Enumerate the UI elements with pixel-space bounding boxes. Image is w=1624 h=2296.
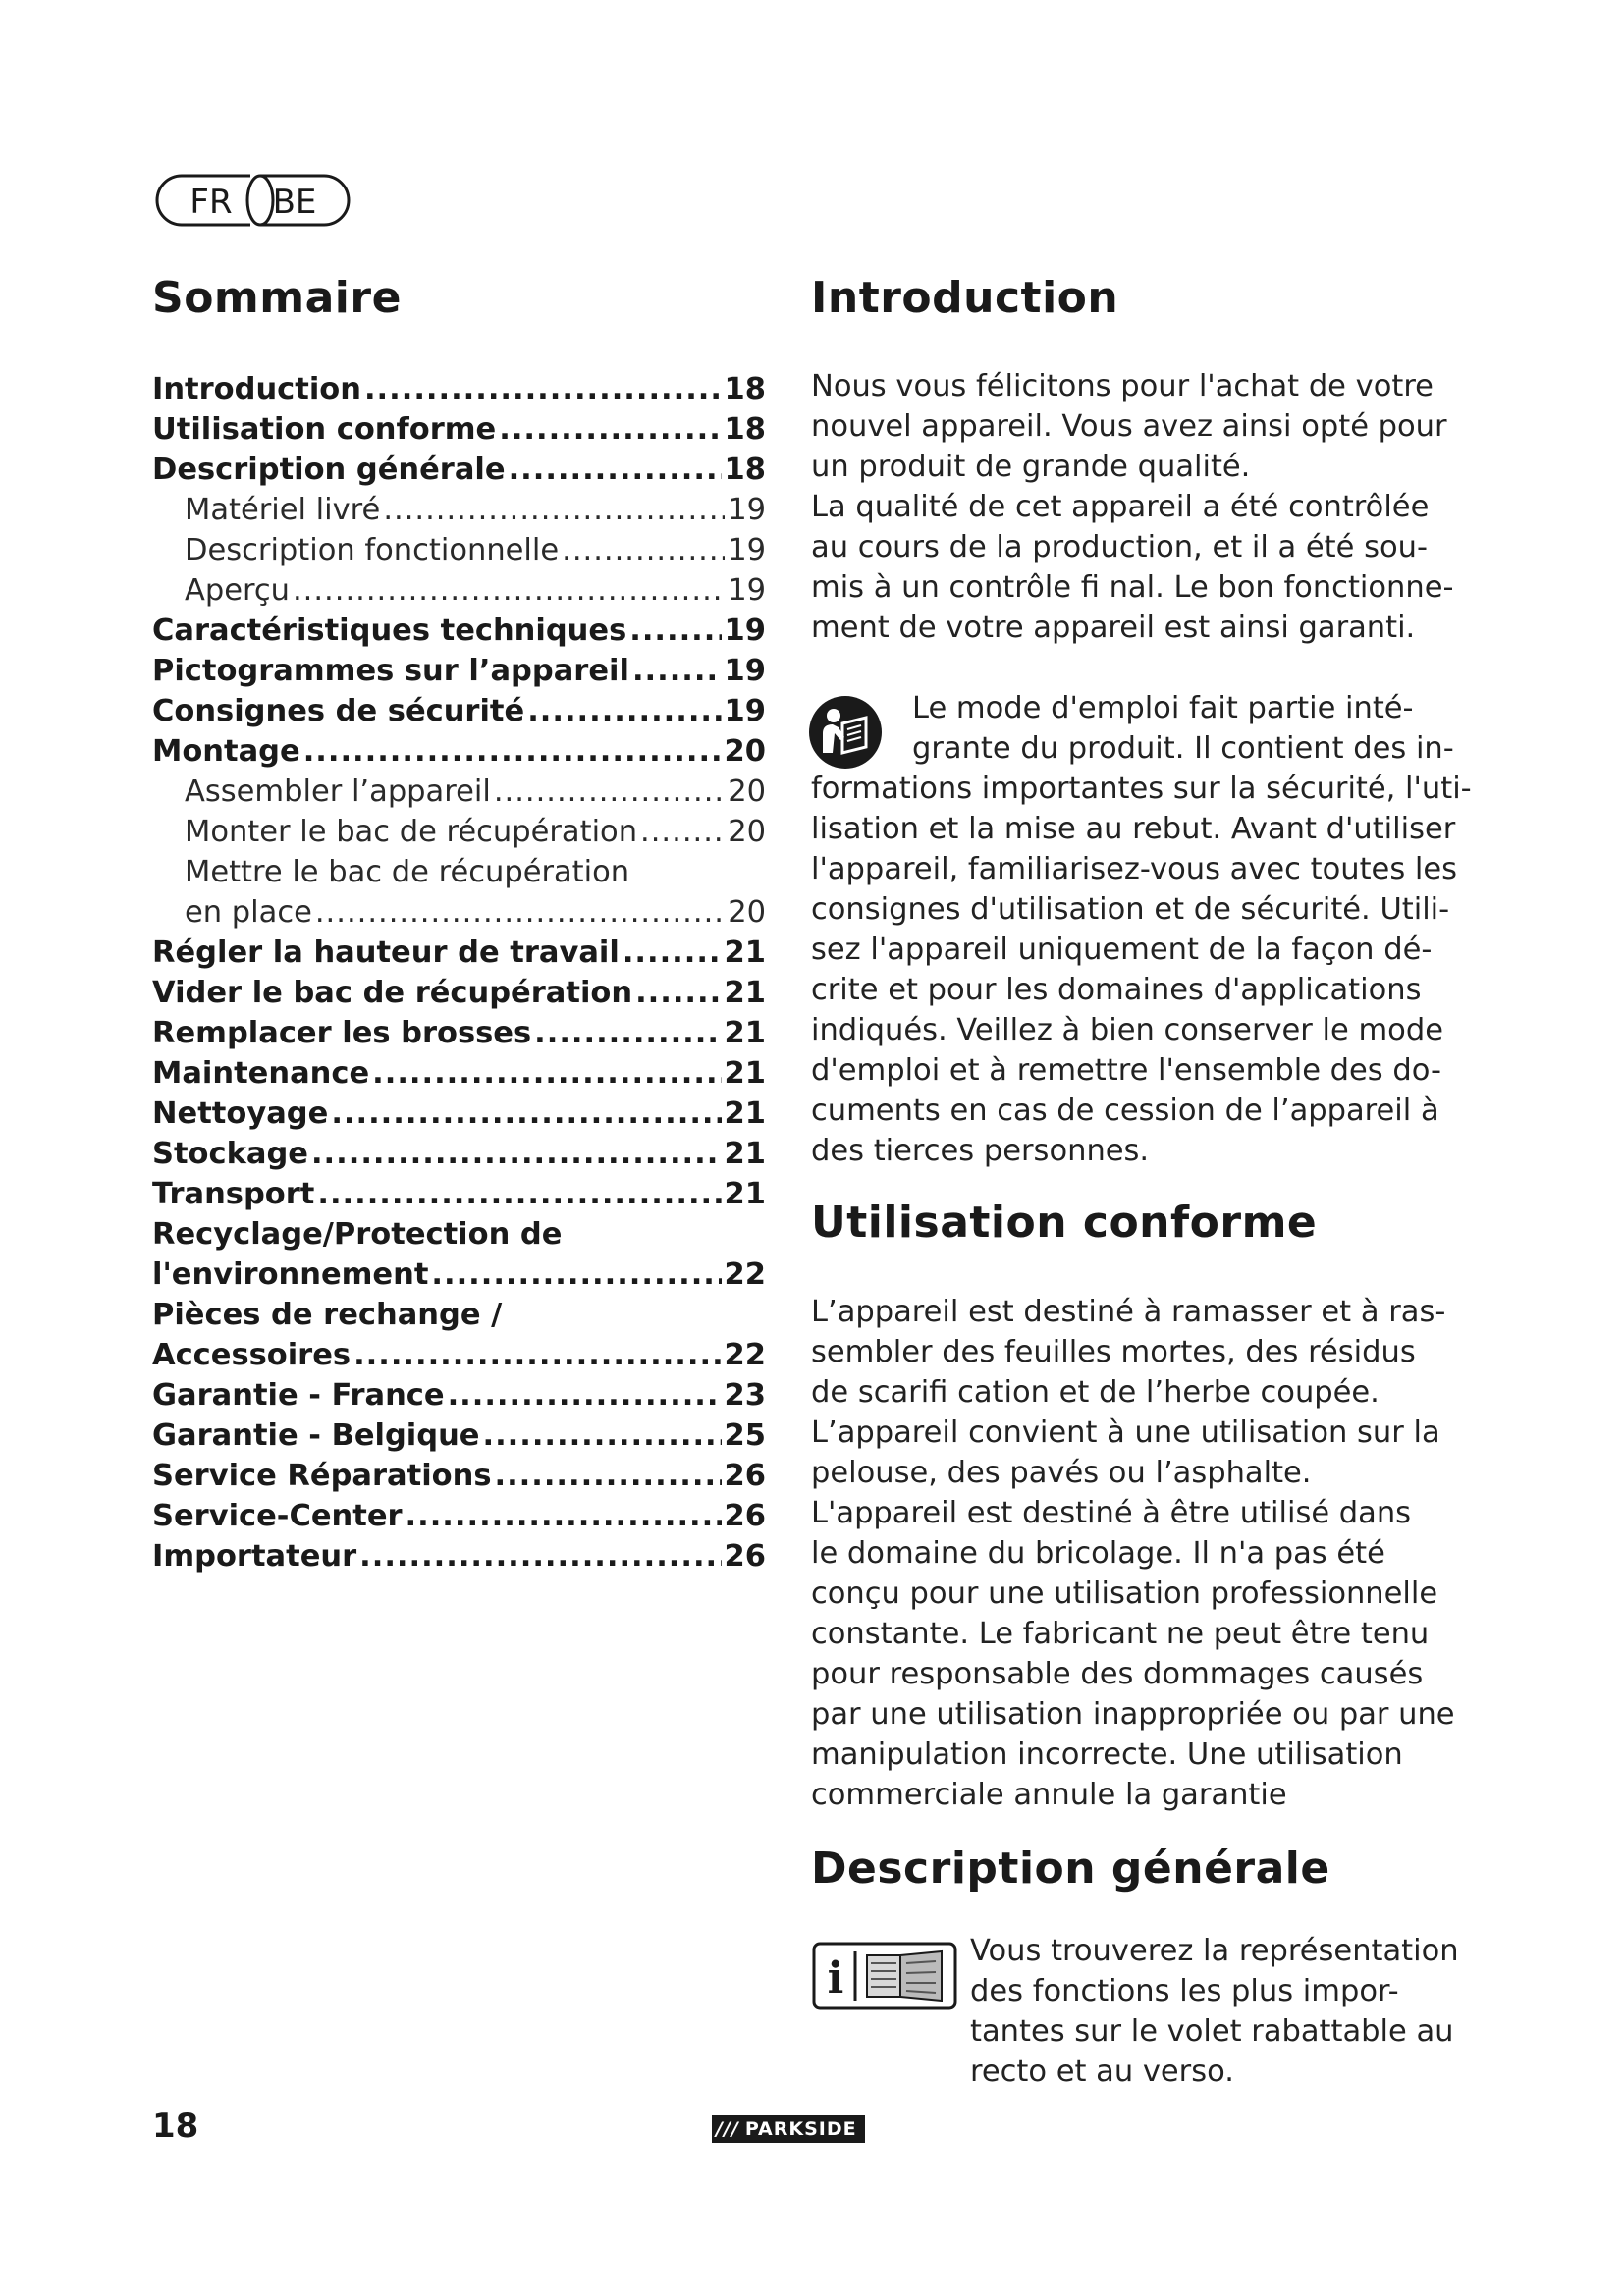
toc-entry <box>152 1091 766 1131</box>
brand-stripes: /// <box>716 2118 739 2140</box>
toc-leader-dots <box>562 533 725 567</box>
toc-entry <box>152 1131 766 1171</box>
toc-entry-label: Caractéristiques techniques <box>152 614 627 648</box>
toc-entry-label: Stockage <box>152 1137 308 1171</box>
toc-leader-dots <box>509 453 722 487</box>
toc-leader-dots <box>383 493 725 527</box>
text-line: des tierces personnes. <box>811 1134 1150 1168</box>
text-line: pour responsable des dommages causés <box>811 1657 1424 1691</box>
toc-entry-page: 22 <box>724 1338 766 1372</box>
lang-fr-text: FR <box>189 183 233 222</box>
toc-leader-dots <box>499 412 721 447</box>
toc-entry-label: Garantie - Belgique <box>152 1418 480 1453</box>
toc-leader-dots <box>629 614 721 648</box>
toc-entry <box>152 1413 766 1453</box>
toc-entry <box>152 608 766 648</box>
text-line: cuments en cas de cession de l’appareil à <box>811 1094 1439 1128</box>
toc-entry <box>152 1292 766 1332</box>
text-line: par une utilisation inappropriée ou par une <box>811 1697 1455 1732</box>
toc-entry-page: 23 <box>724 1378 766 1413</box>
toc-entry-page: 25 <box>724 1418 766 1453</box>
toc-entry <box>152 970 766 1010</box>
toc-leader-dots <box>431 1257 721 1292</box>
toc-entry <box>152 1453 766 1493</box>
toc-leader-dots <box>293 573 725 608</box>
toc-entry-page: 21 <box>724 1016 766 1050</box>
toc-leader-dots <box>527 694 721 728</box>
toc-entry-label: Montage <box>152 734 300 769</box>
introduction-paragraph-1 <box>811 366 1453 648</box>
toc-title: Sommaire <box>152 273 402 323</box>
toc-entry-label: Pièces de rechange / <box>152 1298 503 1332</box>
toc-entry <box>152 1332 766 1372</box>
toc-entry <box>152 688 766 728</box>
toc-entry-page: 20 <box>724 734 766 769</box>
toc-leader-dots <box>623 935 722 970</box>
text-line: un produit de grande qualité. <box>811 450 1251 484</box>
toc-entry-page: 22 <box>724 1257 766 1292</box>
toc-entry-page: 21 <box>724 1096 766 1131</box>
toc-leader-dots <box>317 1177 721 1211</box>
utilisation-paragraph <box>811 1292 1455 1815</box>
toc-entry-label: Description fonctionnelle <box>185 533 560 567</box>
text-line: L’appareil est destiné à ramasser et à ras- <box>811 1295 1446 1329</box>
toc-entry <box>152 849 766 889</box>
toc-leader-dots <box>635 976 721 1010</box>
toc-entry-page: 19 <box>728 533 766 567</box>
text-line: Le mode d'emploi fait partie inté- <box>912 691 1414 725</box>
text-line: constante. Le fabricant ne peut être tenu <box>811 1617 1430 1651</box>
toc-entry <box>152 1252 766 1292</box>
toc-entry <box>152 1493 766 1533</box>
toc-entry-label: Matériel livré <box>185 493 381 527</box>
toc-leader-dots <box>448 1378 722 1413</box>
text-line: lisation et la mise au rebut. Avant d'utiliser <box>811 812 1456 846</box>
toc-entry-page: 19 <box>724 654 766 688</box>
text-line: tantes sur le volet rabattable au <box>970 2014 1454 2049</box>
toc-entry-label: Importateur <box>152 1539 357 1574</box>
description-paragraph <box>970 1931 1459 2092</box>
toc-entry-page: 18 <box>724 453 766 487</box>
toc-entry-label: Aperçu <box>185 573 290 608</box>
toc-entry <box>152 728 766 769</box>
text-line: indiqués. Veillez à bien conserver le mode <box>811 1013 1443 1047</box>
toc-entry-label: Garantie - France <box>152 1378 445 1413</box>
text-line: des fonctions les plus impor- <box>970 1974 1399 2008</box>
introduction-heading: Introduction <box>811 273 1119 323</box>
toc-entry-page: 19 <box>728 493 766 527</box>
toc-entry <box>152 1211 766 1252</box>
toc-entry-label: Consignes de sécurité <box>152 694 525 728</box>
text-line: le domaine du bricolage. Il n'a pas été <box>811 1536 1385 1571</box>
toc-leader-dots <box>494 774 725 809</box>
toc-entry-page: 19 <box>724 694 766 728</box>
toc-entry-page: 26 <box>724 1499 766 1533</box>
toc-entry-label: Introduction <box>152 372 361 406</box>
toc-entry <box>152 406 766 447</box>
toc-entry-label: Assembler l’appareil <box>185 774 491 809</box>
toc-entry-page: 20 <box>728 774 766 809</box>
text-line: au cours de la production, et il a été sou- <box>811 530 1428 564</box>
introduction-paragraph-2 <box>811 688 1472 1171</box>
toc-entry <box>152 1010 766 1050</box>
toc-entry-label: Service Réparations <box>152 1459 492 1493</box>
utilisation-heading: Utilisation conforme <box>811 1198 1318 1248</box>
toc-entry-label: Mettre le bac de récupération <box>185 855 630 889</box>
toc-entry <box>152 889 766 930</box>
toc-entry <box>152 769 766 809</box>
toc-entry-label: Maintenance <box>152 1056 370 1091</box>
text-line: ment de votre appareil est ainsi garanti. <box>811 611 1416 645</box>
toc-entry <box>152 527 766 567</box>
lang-badge-fr <box>157 176 250 225</box>
table-of-contents <box>152 366 766 1574</box>
text-line: l'appareil, familiarisez-vous avec toutes les <box>811 852 1458 886</box>
toc-entry-page: 21 <box>724 935 766 970</box>
toc-entry-page: 18 <box>724 412 766 447</box>
toc-entry <box>152 1533 766 1574</box>
text-line: L'appareil est destiné à être utilisé dans <box>811 1496 1412 1530</box>
toc-entry <box>152 487 766 527</box>
text-line: formations importantes sur la sécurité, l'uti- <box>811 772 1472 806</box>
toc-entry-page: 19 <box>724 614 766 648</box>
toc-leader-dots <box>315 895 725 930</box>
toc-entry-label: Recyclage/Protection de <box>152 1217 563 1252</box>
toc-entry-page: 21 <box>724 1137 766 1171</box>
lang-be-text: BE <box>272 183 317 222</box>
text-line: d'emploi et à remettre l'ensemble des do- <box>811 1053 1441 1088</box>
brand-name: PARKSIDE <box>744 2118 857 2140</box>
toc-entry-label: en place <box>185 895 312 930</box>
text-line: sembler des feuilles mortes, des résidus <box>811 1335 1416 1369</box>
toc-entry <box>152 1050 766 1091</box>
toc-entry-label: Remplacer les brosses <box>152 1016 532 1050</box>
text-line: consignes d'utilisation et de sécurité. Utili- <box>811 892 1450 927</box>
svg-text:i: i <box>827 1953 844 2003</box>
toc-entry-label: Accessoires <box>152 1338 352 1372</box>
text-line: de scarifi cation et de l’herbe coupée. <box>811 1375 1380 1410</box>
toc-entry <box>152 366 766 406</box>
toc-entry-page: 26 <box>724 1459 766 1493</box>
toc-leader-dots <box>632 654 722 688</box>
lang-badge-be <box>247 176 349 225</box>
toc-leader-dots <box>359 1539 721 1574</box>
text-line: crite et pour les domaines d'applications <box>811 973 1422 1007</box>
toc-leader-dots <box>303 734 722 769</box>
toc-leader-dots <box>640 815 725 849</box>
toc-entry-label: Monter le bac de récupération <box>185 815 638 849</box>
text-line: recto et au verso. <box>970 2055 1234 2089</box>
text-line: L’appareil convient à une utilisation sur la <box>811 1415 1440 1450</box>
toc-entry-label: Transport <box>152 1177 315 1211</box>
text-line: sez l'appareil uniquement de la façon dé- <box>811 933 1433 967</box>
toc-entry <box>152 648 766 688</box>
toc-entry <box>152 930 766 970</box>
toc-entry <box>152 447 766 487</box>
text-line: grante du produit. Il contient des in- <box>912 731 1454 766</box>
toc-entry-page: 21 <box>724 1056 766 1091</box>
parkside-logo <box>712 2115 865 2143</box>
text-line: nouvel appareil. Vous avez ainsi opté pour <box>811 409 1447 444</box>
toc-entry-page: 21 <box>724 976 766 1010</box>
toc-entry-label: l'environnement <box>152 1257 429 1292</box>
language-badges <box>152 172 353 229</box>
text-line: mis à un contrôle fi nal. Le bon fonctionne- <box>811 570 1454 605</box>
info-foldout-icon <box>812 1942 957 2010</box>
toc-leader-dots <box>311 1137 722 1171</box>
toc-entry-label: Utilisation conforme <box>152 412 497 447</box>
toc-entry-label: Service-Center <box>152 1499 403 1533</box>
text-line: commerciale annule la garantie <box>811 1778 1287 1812</box>
toc-entry-page: 21 <box>724 1177 766 1211</box>
toc-entry <box>152 1372 766 1413</box>
toc-leader-dots <box>482 1418 721 1453</box>
toc-entry <box>152 1171 766 1211</box>
toc-entry-page: 20 <box>728 895 766 930</box>
toc-entry-label: Vider le bac de récupération <box>152 976 633 1010</box>
toc-leader-dots <box>331 1096 721 1131</box>
toc-entry <box>152 567 766 608</box>
toc-leader-dots <box>406 1499 722 1533</box>
text-line: pelouse, des pavés ou l’asphalte. <box>811 1456 1312 1490</box>
toc-entry-page: 20 <box>728 815 766 849</box>
toc-leader-dots <box>364 372 722 406</box>
toc-entry-page: 26 <box>724 1539 766 1574</box>
toc-entry-page: 18 <box>724 372 766 406</box>
toc-leader-dots <box>353 1338 721 1372</box>
toc-entry-label: Description générale <box>152 453 506 487</box>
toc-entry <box>152 809 766 849</box>
text-line: conçu pour une utilisation professionnelle <box>811 1576 1438 1611</box>
text-line: Nous vous félicitons pour l'achat de votre <box>811 369 1434 403</box>
toc-leader-dots <box>494 1459 721 1493</box>
toc-leader-dots <box>534 1016 721 1050</box>
toc-entry-page: 19 <box>728 573 766 608</box>
text-line: manipulation incorrecte. Une utilisation <box>811 1737 1403 1772</box>
description-heading: Description générale <box>811 1843 1330 1894</box>
text-line: Vous trouverez la représentation <box>970 1934 1459 1968</box>
page-number: 18 <box>152 2107 199 2146</box>
toc-entry-label: Régler la hauteur de travail <box>152 935 620 970</box>
toc-entry-label: Pictogrammes sur l’appareil <box>152 654 629 688</box>
text-line: La qualité de cet appareil a été contrôlée <box>811 490 1430 524</box>
toc-entry-label: Nettoyage <box>152 1096 329 1131</box>
toc-leader-dots <box>372 1056 721 1091</box>
